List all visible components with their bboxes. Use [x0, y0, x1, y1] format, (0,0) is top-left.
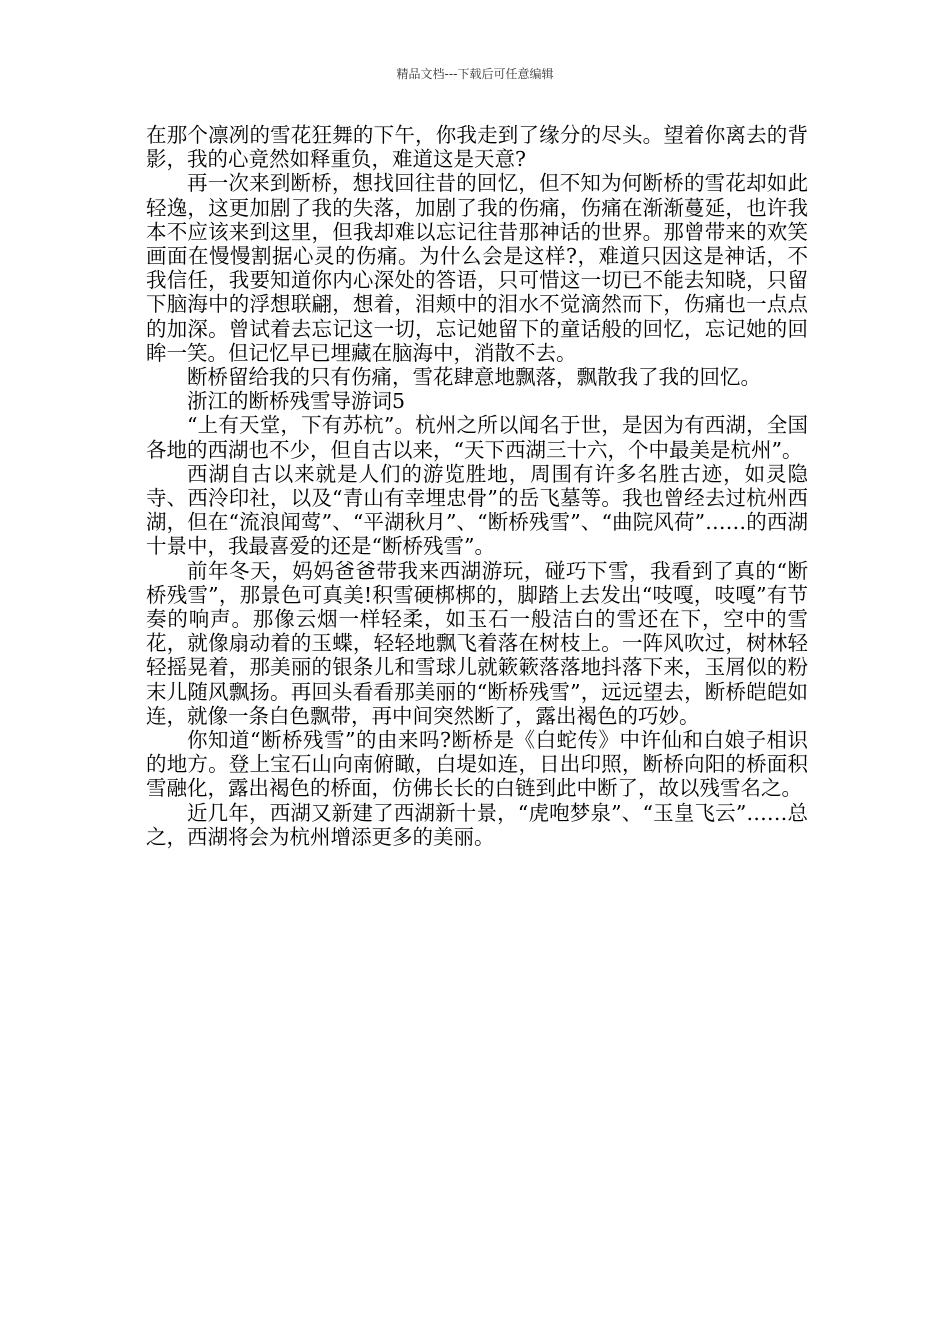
document-body [146, 123, 808, 849]
paragraph-8: 你知道“断桥残雪”的由来吗?断桥是《白蛇传》中许仙和白娘子相识的地方。登上宝石山向南俯瞰，白堤如连，日出印照，断桥向阳的桥面积雪融化，露出褐色的桥面，仿佛长长的白链到此中断了，故以残雪名之。 [146, 728, 808, 801]
paragraph-5: “上有天堂，下有苏杭”。杭州之所以闻名于世，是因为有西湖，全国各地的西湖也不少，但自古以来，“天下西湖三十六，个中最美是杭州”。 [146, 413, 808, 462]
paragraph-2: 再一次来到断桥，想找回往昔的回忆，但不知为何断桥的雪花却如此轻逸，这更加剧了我的失落，加剧了我的伤痛，伤痛在渐渐蔓延，也许我本不应该来到这里，但我却难以忘记往昔那神话的世界。那曾带来的欢笑画面在慢慢割据心灵的伤痛。为什么会是这样?，难道只因这是神话，不我信任，我要知道你内心深处的答语，只可惜这一切已不能去知晓，只留下脑海中的浮想联翩，想着，泪颊中的泪水不觉滴然而下，伤痛也一点点的加深。曾试着去忘记这一切，忘记她留下的童话般的回忆，忘记她的回眸一笑。但记忆早已埋藏在脑海中，消散不去。 [146, 171, 808, 365]
section-heading: 浙江的断桥残雪导游词5 [187, 389, 406, 414]
page-header: 精品文档---下载后可任意编辑 [396, 67, 554, 81]
paragraph-9: 近几年，西湖又新建了西湖新十景，“虎咆梦泉”、“玉皇飞云”……总之，西湖将会为杭州增添更多的美丽。 [146, 800, 808, 849]
paragraph-3: 断桥留给我的只有伤痛，雪花肆意地飘落，飘散我了我的回忆。 [187, 365, 761, 390]
paragraph-6: 西湖自古以来就是人们的游览胜地，周围有许多名胜古迹，如灵隐寺、西泠印社，以及“青山有幸埋忠骨”的岳飞墓等。我也曾经去过杭州西湖，但在“流浪闻莺”、“平湖秋月”、“断桥残雪”、“曲院风荷”……的西湖十景中，我最喜爱的还是“断桥残雪”。 [146, 461, 808, 559]
paragraph-7: 前年冬天，妈妈爸爸带我来西湖游玩，碰巧下雪，我看到了真的“断桥残雪”，那景色可真美!积雪硬梆梆的，脚踏上去发出“吱嘎，吱嘎”有节奏的响声。那像云烟一样轻柔，如玉石一般洁白的雪还在下，空中的雪花，就像扇动着的玉蝶，轻轻地飘飞着落在树枝上。一阵风吹过，树林轻轻摇晃着，那美丽的银条儿和雪球儿就簌簌落落地抖落下来，玉屑似的粉末儿随风飘扬。再回头看看那美丽的“断桥残雪”，远远望去，断桥皑皑如连，就像一条白色飘带，再中间突然断了，露出褐色的巧妙。 [146, 558, 808, 728]
paragraph-1: 在那个凛冽的雪花狂舞的下午，你我走到了缘分的尽头。望着你离去的背影，我的心竟然如释重负，难道这是天意? [146, 123, 808, 172]
